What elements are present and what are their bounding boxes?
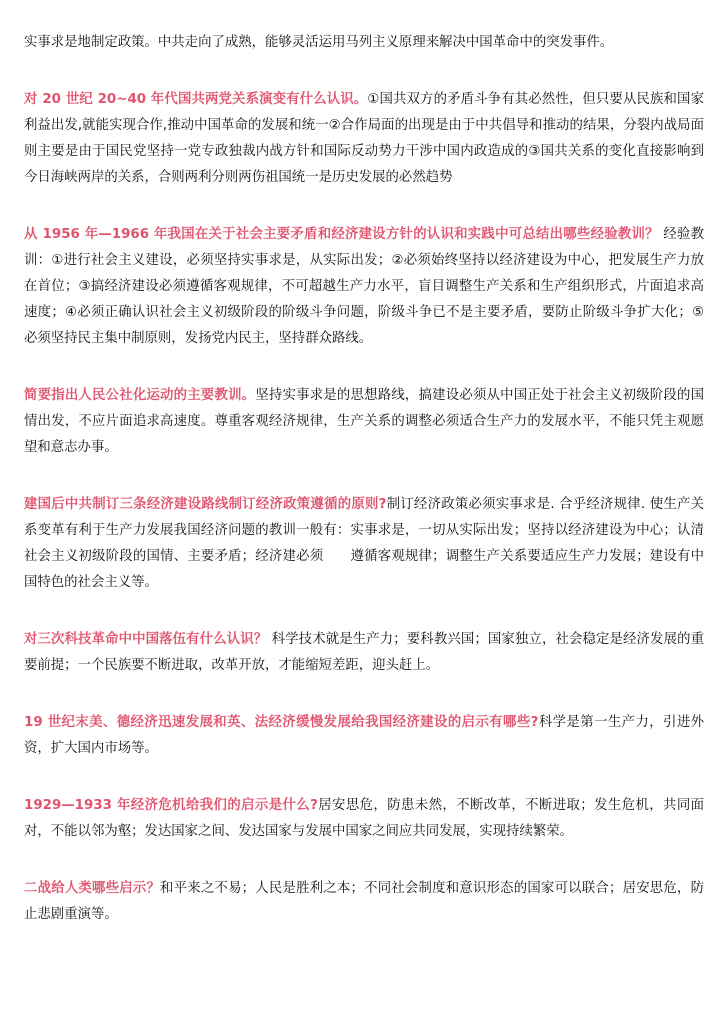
intro-text: 实事求是地制定政策。中共走向了成熟，能够灵活运用马列主义原理来解决中国革命中的突发事件。 bbox=[24, 35, 614, 50]
qa-item bbox=[24, 492, 704, 596]
qa-item bbox=[24, 87, 704, 191]
question-heading: 1929—1933 年经济危机给我们的启示是什么? bbox=[24, 798, 318, 813]
answer-text: 科学是第一生产力，引进外资，扩大国内市场等。 bbox=[24, 715, 705, 756]
qa-item bbox=[24, 876, 704, 928]
question-heading: 19 世纪末美、德经济迅速发展和英、法经济缓慢发展给我国经济建设的启示有哪些? bbox=[24, 715, 539, 730]
qa-item bbox=[24, 793, 704, 845]
answer-text: 科学技术就是生产力；要科教兴国；国家独立，社会稳定是经济发展的重要前提；一个民族要不断进取，改革开放，才能缩短差距，迎头赶上。 bbox=[24, 632, 704, 673]
question-heading: 二战给人类哪些启示？ bbox=[24, 881, 161, 896]
qa-item bbox=[24, 383, 704, 461]
question-heading: 对三次科技革命中中国落伍有什么认识？ bbox=[24, 632, 268, 647]
qa-item bbox=[24, 710, 704, 762]
document-page bbox=[24, 30, 704, 928]
answer-text: 经验教训：①进行社会主义建设，必须坚持实事求是，从实际出发；②必须始终坚持以经济建设为中心，把发展生产力放在首位；③搞经济建设必须遵循客观规律，不可超越生产力水平，盲目调整生产关系和生产组织形式，片面追求高速度；④必须正确认识社会主义初级阶段的阶级斗争问题，阶级斗争已不是主要矛盾，要防止阶级斗争扩大化；⑤必须坚持民主集中制原则，发扬党内民主，坚持群众路线。 bbox=[24, 227, 704, 346]
answer-text: ①国共双方的矛盾斗争有其必然性，但只要从民族和国家利益出发,就能实现合作,推动中国革命的发展和统一②合作局面的出现是由于中共倡导和推动的结果，分裂内战局面则主要是由于国民党坚持一党专政独裁内战方针和国际反动势力干涉中国内政造成的③国共关系的变化直接影响到今日海峡两岸的关系，合则两利分则两伤祖国统一是历史发展的必然趋势 bbox=[24, 92, 704, 185]
qa-item bbox=[24, 627, 704, 679]
question-heading: 从 1956 年—1966 年我国在关于社会主要矛盾和经济建设方针的认识和实践中可总结出哪些经验教训？ bbox=[24, 227, 659, 242]
question-heading: 对 20 世纪 20~40 年代国共两党关系演变有什么认识。 bbox=[24, 92, 368, 107]
intro-paragraph bbox=[24, 30, 704, 56]
answer-text: 坚持实事求是的思想路线，搞建设必须从中国正处于社会主义初级阶段的国情出发，不应片面追求高速度。尊重客观经济规律，生产关系的调整必须适合生产力的发展水平，不能只凭主观愿望和意志办事。 bbox=[24, 388, 705, 455]
answer-text: 制订经济政策必须实事求是. 合乎经济规律. 使生产关系变革有利于生产力发展我国经济问题的教训一般有：实事求是，一切从实际出发；坚持以经济建设为中心；认清社会主义初级阶段的国情、主要矛盾；经济建必须 遵循客观规律；调整生产关系要适应生产力发展；建设有中国特色的社会主义等。 bbox=[24, 497, 705, 590]
question-heading: 简要指出人民公社化运动的主要教训。 bbox=[24, 388, 256, 403]
question-heading: 建国后中共制订三条经济建设路线制订经济政策遵循的原则? bbox=[24, 497, 387, 512]
answer-text: 居安思危，防患未然，不断改革，不断进取；发生危机，共同面对，不能以邻为壑；发达国家之间、发达国家与发展中国家之间应共同发展，实现持续繁荣。 bbox=[24, 798, 705, 839]
qa-item bbox=[24, 222, 704, 352]
answer-text: 和平来之不易；人民是胜利之本；不同社会制度和意识形态的国家可以联合；居安思危，防止悲剧重演等。 bbox=[24, 881, 705, 922]
